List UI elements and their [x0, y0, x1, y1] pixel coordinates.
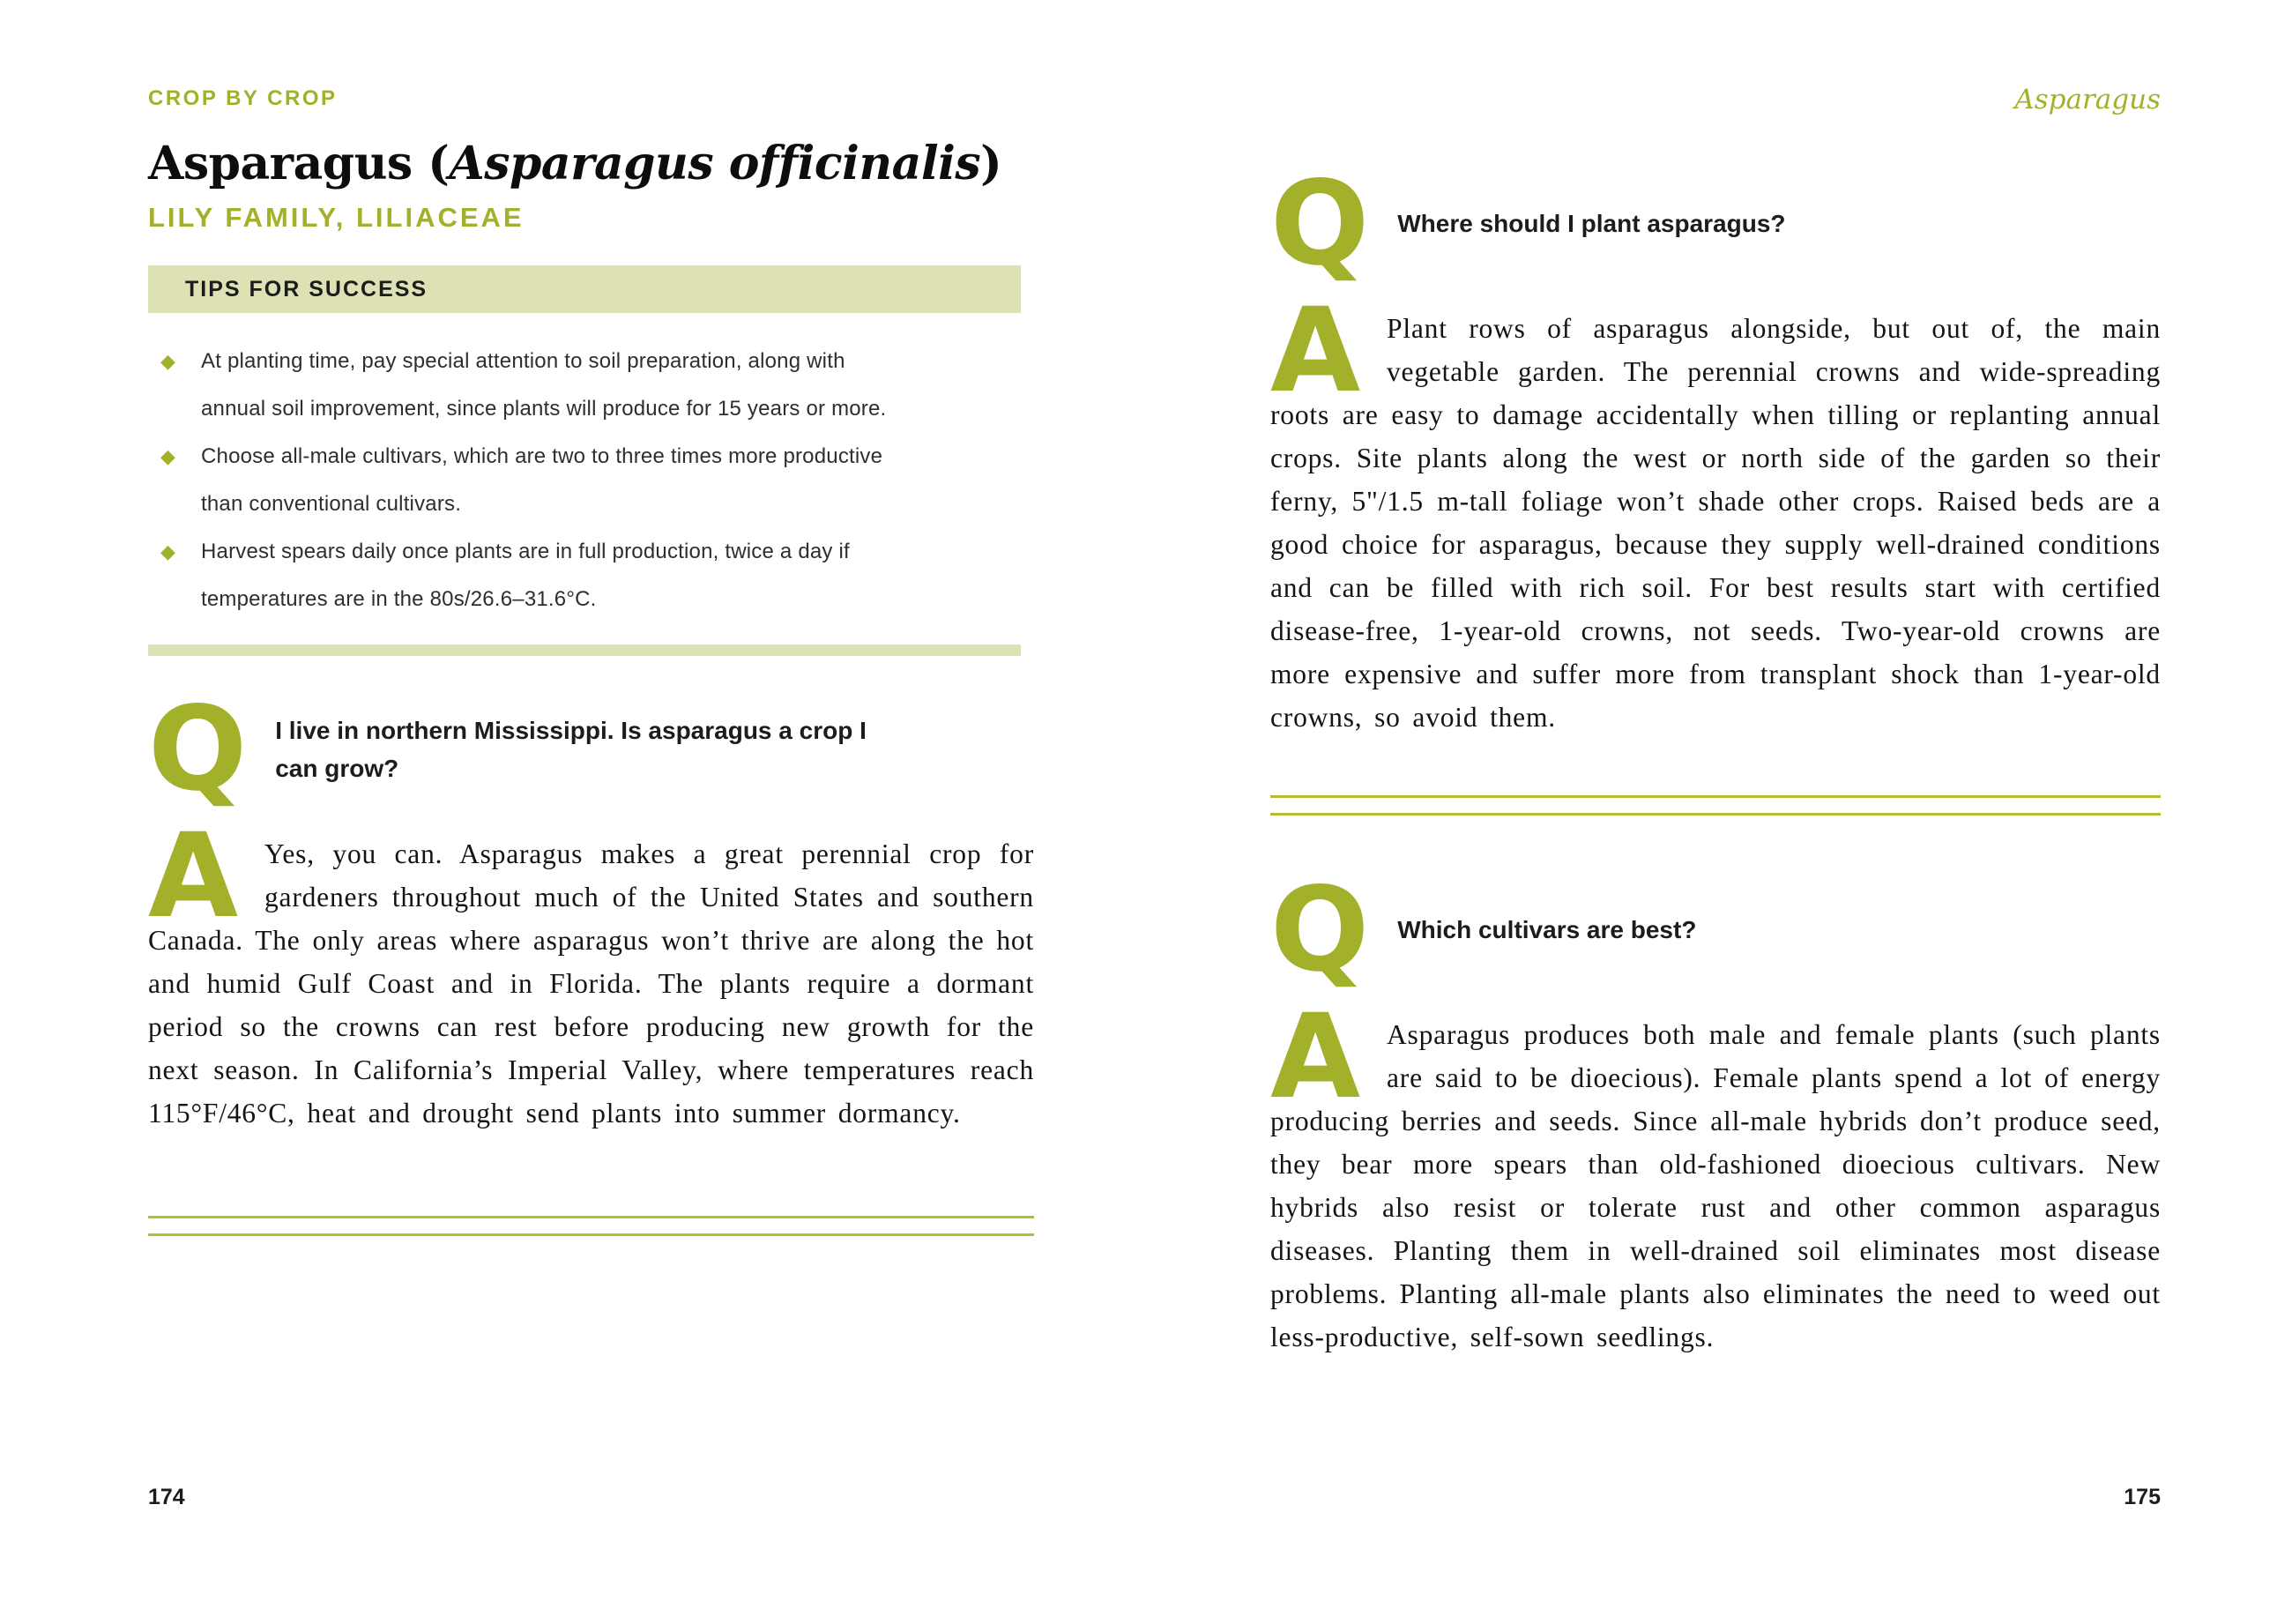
section-divider — [1270, 795, 2161, 816]
running-head: Asparagus — [2014, 84, 2161, 115]
a-marker-icon: A — [1270, 989, 1361, 1126]
a-marker-icon: A — [1270, 283, 1361, 420]
question-row — [1270, 862, 2161, 999]
tips-list — [148, 338, 1021, 623]
page-number-left: 174 — [148, 1485, 185, 1509]
answer-row — [1270, 283, 2161, 739]
question-row — [148, 682, 1034, 818]
kicker: CROP BY CROP — [148, 86, 338, 110]
title-species-name: Asparagus officinalis — [449, 137, 981, 190]
title-paren-close: ) — [980, 137, 1002, 190]
q-marker-icon: Q — [1270, 156, 1370, 293]
page-title — [148, 139, 1034, 189]
q-marker-icon: Q — [1270, 862, 1370, 999]
answer-text: Asparagus produces both male and female plants (such plants are said to be dioecious). Female plants spend a lot of energy producing berries and seeds. Since all-male hybrids don’t produce seed, they bear more spears than old-fashioned dioecious cultivars. New hybrids also resist or tolerate rust and other common asparagus diseases. Planting them in well-drained soil eliminates most disease problems. Planting all-male plants also eliminates the need to weed out less-productive, self-sown seedlings. — [1270, 1019, 2161, 1353]
tip-item — [160, 433, 1021, 528]
question-text: Which cultivars are best? — [1397, 916, 1697, 944]
page-number-right: 175 — [2124, 1485, 2161, 1509]
qa-block — [1270, 156, 2161, 739]
tips-footer-bar — [148, 644, 1021, 656]
answer-text: Plant rows of asparagus alongside, but out of, the main vegetable garden. The perennial crowns and wide-spreading roots are easy to damage accidentally when tilling or replanting annual crops. Site plants along the west or north side of the garden so their ferny, 5"/1.5 m-tall foliage won’t shade other crops. Raised beds are a good choice for asparagus, because they supply well-drained conditions and can be filled with rich soil. For best results start with certified disease-free, 1-year-old crowns, not seeds. Two-year-old crowns are more expensive and suffer more from transplant shock than 1-year-old crowns, so avoid them. — [1270, 313, 2161, 734]
qa-block — [148, 682, 1034, 1135]
diamond-bullet-icon: ◆ — [160, 445, 175, 468]
answer-row — [148, 808, 1034, 1135]
diamond-bullet-icon: ◆ — [160, 540, 175, 563]
tip-text: Choose all-male cultivars, which are two to three times more productive than conventional cultivars. — [201, 444, 883, 517]
a-marker-icon: A — [148, 808, 239, 945]
page-left — [148, 0, 1034, 1624]
tips-header: TIPS FOR SUCCESS — [148, 265, 1021, 313]
question-text: Where should I plant asparagus? — [1397, 210, 1786, 238]
q-marker-icon: Q — [148, 682, 248, 818]
title-common-name: Asparagus ( — [148, 137, 450, 190]
answer-text: Yes, you can. Asparagus makes a great perennial crop for gardeners throughout much of the United States and southern Canada. The only areas where asparagus won’t thrive are along the hot and humid Gulf Coast and in Florida. The plants require a dormant period so the crowns can rest before producing new growth for the next season. In California’s Imperial Valley, where temperatures reach 115°F/46°C, heat and drought send plants into summer dormancy. — [148, 838, 1034, 1129]
tip-text: Harvest spears daily once plants are in full production, twice a day if temperatures are in the 80s/26.6–31.6°C. — [201, 540, 850, 612]
question-row — [1270, 156, 2161, 293]
answer-row — [1270, 989, 2161, 1359]
question-text: I live in northern Mississippi. Is asparagus a crop I can grow? — [275, 716, 867, 783]
diamond-bullet-icon: ◆ — [160, 350, 175, 373]
tip-item — [160, 528, 1021, 623]
tips-box — [148, 265, 1021, 656]
qa-block — [1270, 862, 2161, 1359]
family-subtitle: LILY FAMILY, LILIACEAE — [148, 202, 525, 234]
tip-text: At planting time, pay special attention to soil preparation, along with annual soil improvement, since plants will produce for 15 years or more. — [201, 349, 887, 421]
section-divider — [148, 1216, 1034, 1236]
tip-item — [160, 338, 1021, 433]
page-right — [1270, 0, 2161, 1624]
